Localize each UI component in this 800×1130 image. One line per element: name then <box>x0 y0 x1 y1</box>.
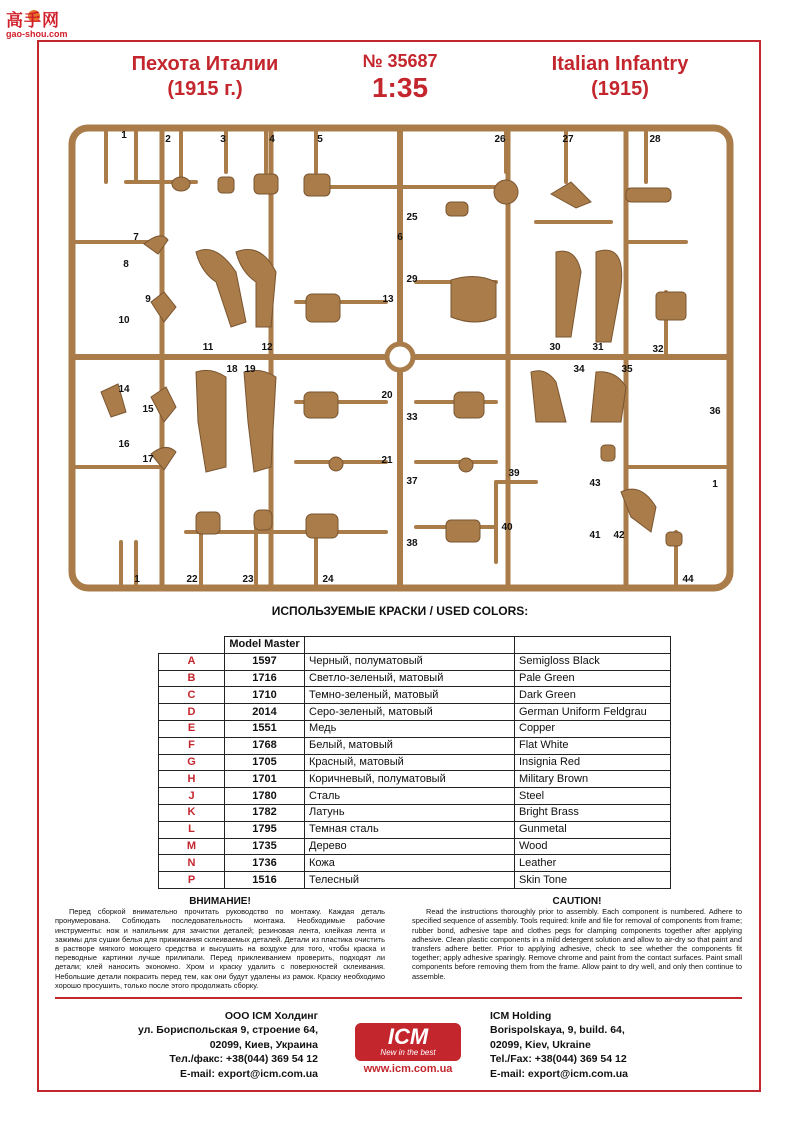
color-cell-mm: 1716 <box>225 670 305 687</box>
address-en-company: ICM Holding <box>490 1010 552 1022</box>
part-number-label: 16 <box>118 439 130 450</box>
color-cell-ru: Серо-зеленый, матовый <box>305 704 515 721</box>
part-number-label: 20 <box>381 390 393 401</box>
color-cell-ru: Светло-зеленый, матовый <box>305 670 515 687</box>
color-cell-ru: Латунь <box>305 804 515 821</box>
part-number-label: 30 <box>549 342 561 353</box>
color-row <box>159 872 671 889</box>
color-cell-en: Copper <box>515 720 671 737</box>
part-number-label: 33 <box>406 412 418 423</box>
color-row <box>159 687 671 704</box>
color-cell-mm: 1597 <box>225 653 305 670</box>
part-number-label: 27 <box>562 134 574 145</box>
color-cell-ru: Белый, матовый <box>305 737 515 754</box>
colors-title: ИСПОЛЬЗУЕМЫЕ КРАСКИ / USED COLORS: <box>271 604 529 618</box>
address-russian <box>120 1009 318 1081</box>
part-number-label: 9 <box>145 294 151 305</box>
part-number-label: 34 <box>573 364 585 375</box>
part-number-label: 23 <box>242 574 254 585</box>
color-cell-ru: Кожа <box>305 855 515 872</box>
color-cell-mm: 1795 <box>225 821 305 838</box>
part-number-label: 31 <box>592 342 604 353</box>
color-row <box>159 720 671 737</box>
part-number-label: 22 <box>186 574 198 585</box>
colors-table-header <box>159 637 671 654</box>
catalog-block <box>340 50 460 104</box>
part-number-label: 19 <box>244 364 256 375</box>
color-cell-mm: 2014 <box>225 704 305 721</box>
color-cell-en: Skin Tone <box>515 872 671 889</box>
notice-english <box>412 897 742 981</box>
color-cell-ru: Коричневый, полуматовый <box>305 771 515 788</box>
color-cell-mm: 1782 <box>225 804 305 821</box>
color-cell-mm: 1736 <box>225 855 305 872</box>
notice-russian <box>55 897 385 990</box>
color-cell-code: J <box>159 788 225 805</box>
color-row <box>159 670 671 687</box>
color-cell-en: Gunmetal <box>515 821 671 838</box>
color-row <box>159 855 671 872</box>
color-cell-code: M <box>159 838 225 855</box>
part-number-label: 1 <box>712 479 718 490</box>
color-cell-code: D <box>159 704 225 721</box>
color-cell-ru: Темно-зеленый, матовый <box>305 687 515 704</box>
part-number-label: 2 <box>165 134 171 145</box>
color-row <box>159 788 671 805</box>
colors-table-body <box>159 653 671 888</box>
color-cell-mm: 1710 <box>225 687 305 704</box>
icm-logo-tagline: New in the best <box>380 1048 436 1057</box>
color-row <box>159 653 671 670</box>
color-cell-en: Dark Green <box>515 687 671 704</box>
part-number-label: 1 <box>134 574 140 585</box>
color-cell-en: Steel <box>515 788 671 805</box>
address-en-city: 02099, Kiev, Ukraine <box>490 1038 591 1051</box>
color-row <box>159 737 671 754</box>
color-cell-code: G <box>159 754 225 771</box>
part-number-label: 40 <box>501 522 513 533</box>
website-link[interactable]: www.icm.com.ua <box>363 1063 453 1075</box>
part-number-label: 5 <box>317 134 323 145</box>
part-number-label: 24 <box>322 574 334 585</box>
sprue-diagram <box>66 122 736 597</box>
color-cell-ru: Телесный <box>305 872 515 889</box>
part-number-label: 13 <box>382 294 394 305</box>
address-ru-city: 02099, Киев, Украина <box>209 1038 318 1051</box>
title-english-line2: (1915) <box>591 78 649 100</box>
part-number-label: 12 <box>261 342 273 353</box>
part-number-label: 4 <box>269 134 275 145</box>
part-number-label: 18 <box>226 364 238 375</box>
icm-logo <box>355 1023 461 1061</box>
color-cell-code: N <box>159 855 225 872</box>
color-cell-code: H <box>159 771 225 788</box>
part-number-label: 7 <box>133 232 139 243</box>
color-cell-code: P <box>159 872 225 889</box>
part-number-label: 28 <box>649 134 661 145</box>
color-cell-ru: Красный, матовый <box>305 754 515 771</box>
color-cell-mm: 1768 <box>225 737 305 754</box>
color-cell-code: F <box>159 737 225 754</box>
part-number-label: 26 <box>494 134 506 145</box>
part-number-label: 21 <box>381 455 393 466</box>
part-number-label: 32 <box>652 344 664 355</box>
title-russian-line1: Пехота Италии <box>131 53 279 75</box>
part-number-label: 41 <box>589 530 601 541</box>
color-cell-en: Pale Green <box>515 670 671 687</box>
part-number-label: 8 <box>123 259 129 270</box>
color-cell-en: Flat White <box>515 737 671 754</box>
color-cell-ru: Темная сталь <box>305 821 515 838</box>
title-russian-line2: (1915 г.) <box>167 78 243 100</box>
part-number-label: 43 <box>589 478 601 489</box>
part-number-label: 42 <box>613 530 625 541</box>
address-ru-email[interactable]: E-mail: export@icm.com.ua <box>179 1067 318 1080</box>
color-cell-ru: Черный, полуматовый <box>305 653 515 670</box>
catalog-number: № 35687 <box>362 51 438 71</box>
part-number-label: 37 <box>406 476 418 487</box>
notice-russian-title: ВНИМАНИЕ! <box>189 896 251 907</box>
color-cell-code: A <box>159 653 225 670</box>
color-cell-code: L <box>159 821 225 838</box>
notice-english-text: Read the instructions thoroughly prior to assembly. Each component is numbered. Adhere to specified sequence of assembly. Tools required: knife and file for removal of components from frame; rubber bond, adhesive tape and clothes pegs for clamping components together after applying adhesive. Clean plastic components in a mild detergent solution and allow to air-dry so that paint and transfers adhere better. Prior to applying adhesive, check to see whether the components fit together; apply adhesive sparingly. Remove chrome and paint from the contact surfaces. Paint small components before removing them from the frame. Allow paint to dry well, and only then continue to assemble. <box>412 907 742 981</box>
color-cell-en: Military Brown <box>515 771 671 788</box>
color-row <box>159 821 671 838</box>
part-number-label: 36 <box>709 406 721 417</box>
color-cell-en: Bright Brass <box>515 804 671 821</box>
color-cell-mm: 1701 <box>225 771 305 788</box>
part-number-label: 44 <box>682 574 694 585</box>
address-en-street: Borispolskaya, 9, build. 64, <box>490 1024 625 1037</box>
color-row <box>159 754 671 771</box>
part-number-label: 10 <box>118 315 130 326</box>
icm-logo-text: ICM <box>387 1024 429 1049</box>
address-english <box>490 1009 690 1081</box>
address-en-phone: Tel./Fax: +38(044) 369 54 12 <box>490 1053 627 1066</box>
color-cell-ru: Дерево <box>305 838 515 855</box>
color-cell-en: Semigloss Black <box>515 653 671 670</box>
header-ru-blank <box>305 637 515 654</box>
color-cell-en: German Uniform Feldgrau <box>515 704 671 721</box>
color-cell-mm: 1551 <box>225 720 305 737</box>
color-cell-mm: 1705 <box>225 754 305 771</box>
color-row <box>159 704 671 721</box>
color-cell-en: Leather <box>515 855 671 872</box>
address-ru-street: ул. Бориспольская 9, строение 64, <box>138 1024 318 1037</box>
part-number-label: 6 <box>397 232 403 243</box>
address-ru-phone: Тел./факс: +38(044) 369 54 12 <box>169 1053 318 1066</box>
address-ru-company: ООО ICM Холдинг <box>224 1010 318 1022</box>
notice-russian-text: Перед сборкой внимательно прочитать руководство по монтажу. Каждая деталь пронумерована. Соблюдать последовательность монтажа. Необходимые рабочие инструменты: нож и напильник для зачистки деталей; резиновая лента, клейкая лента и зажимы для сушки белья для прижимания склеиваемых деталей. Детали из пластика очистить в растворе мягкого моющего средства и высушить на воздухе для того, чтобы краска и переводные картинки лучше прилипали. Перед приклеиванием проверить, подходят ли детали; клей наносить экономно. Хром и краску удалить с поверхностей склеивания. Небольшие детали покрасить перед тем, как они будут удалены из рамок. Краску необходимо хорошо просушить, только после этого продолжать сборку. <box>55 907 385 990</box>
color-row <box>159 804 671 821</box>
color-cell-mm: 1516 <box>225 872 305 889</box>
color-row <box>159 771 671 788</box>
color-cell-code: E <box>159 720 225 737</box>
color-cell-ru: Сталь <box>305 788 515 805</box>
color-cell-code: B <box>159 670 225 687</box>
watermark-url: gao-shou.com <box>6 29 68 39</box>
header-blank <box>159 637 225 654</box>
part-number-label: 3 <box>220 134 226 145</box>
color-cell-code: K <box>159 804 225 821</box>
color-cell-en: Insignia Red <box>515 754 671 771</box>
color-cell-mm: 1735 <box>225 838 305 855</box>
part-number-label: 14 <box>118 384 130 395</box>
header-model-master: Model Master <box>225 637 305 654</box>
title-russian <box>90 52 320 102</box>
color-cell-ru: Медь <box>305 720 515 737</box>
part-number-label: 35 <box>621 364 633 375</box>
sprue-center-hub <box>387 344 413 370</box>
footer-divider <box>55 997 742 999</box>
colors-table <box>158 636 671 889</box>
part-number-label: 15 <box>142 404 154 415</box>
part-number-label: 25 <box>406 212 418 223</box>
part-number-label: 39 <box>508 468 520 479</box>
part-number-label: 17 <box>142 454 154 465</box>
address-en-email[interactable]: E-mail: export@icm.com.ua <box>490 1067 629 1080</box>
part-number-label: 1 <box>121 130 127 141</box>
watermark-logo <box>6 6 74 40</box>
watermark-title: 高手网 <box>6 11 60 30</box>
part-number-label: 11 <box>202 342 214 353</box>
title-english-line1: Italian Infantry <box>551 53 689 75</box>
color-cell-code: C <box>159 687 225 704</box>
color-cell-en: Wood <box>515 838 671 855</box>
header-en-blank <box>515 637 671 654</box>
color-row <box>159 838 671 855</box>
scale-label: 1:35 <box>371 72 429 103</box>
part-number-label: 29 <box>406 274 418 285</box>
notice-english-title: CAUTION! <box>552 896 602 907</box>
color-cell-mm: 1780 <box>225 788 305 805</box>
part-number-label: 38 <box>406 538 418 549</box>
title-english <box>505 52 735 102</box>
